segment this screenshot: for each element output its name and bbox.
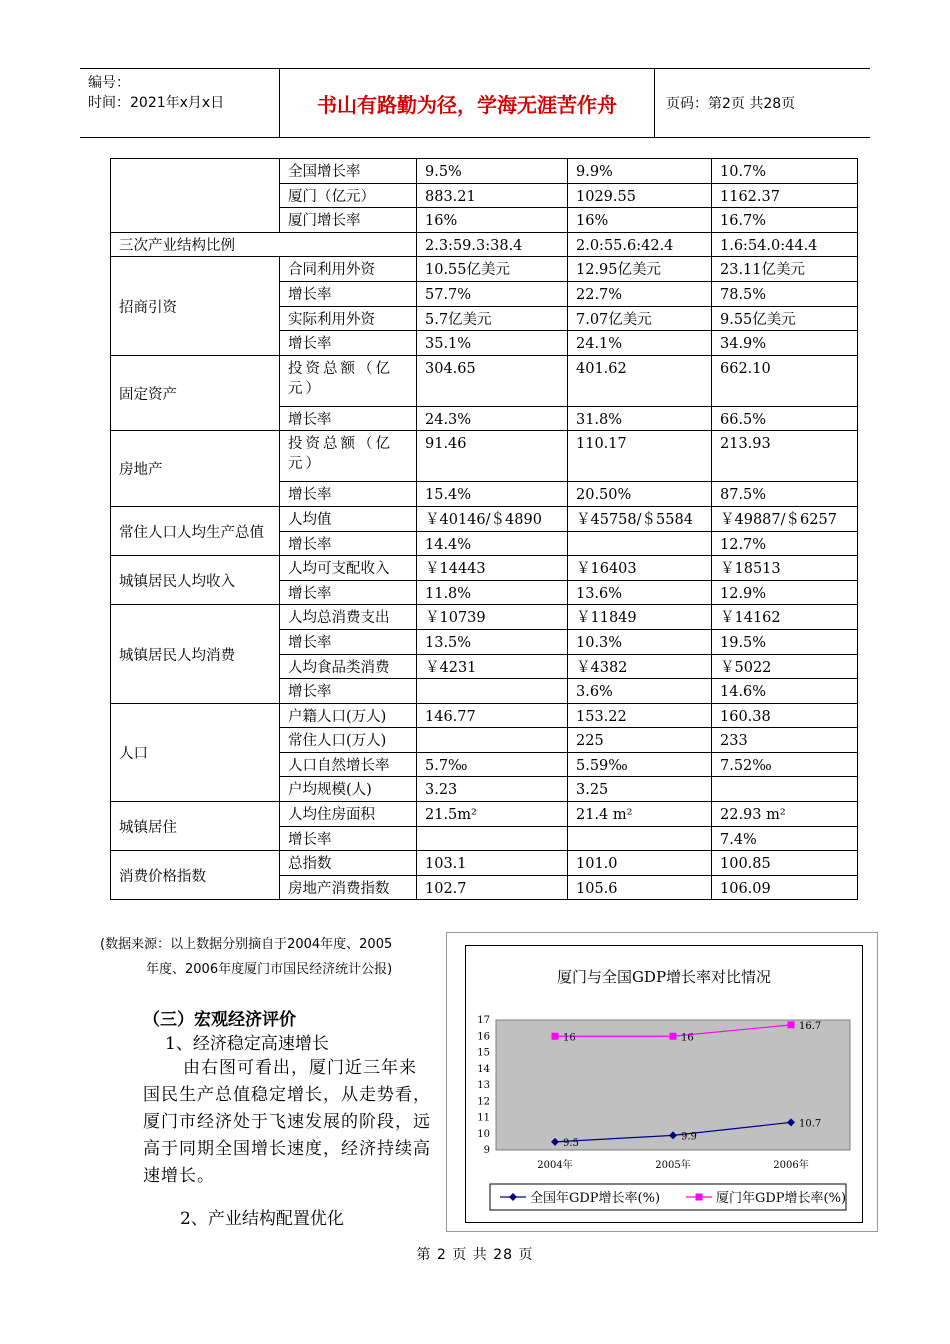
group-cell: 三次产业结构比例: [111, 232, 417, 257]
group-cell: 城镇居民人均消费: [111, 605, 280, 703]
legend-label: 厦门年GDP增长率(%): [716, 1191, 847, 1206]
number-label: 编号：: [88, 75, 130, 91]
indicator-cell: 房地产消费指数: [280, 875, 417, 900]
indicator-cell: 户均规模(人): [280, 777, 417, 802]
value-cell: 16.7%: [712, 208, 858, 233]
data-label: 16: [563, 1032, 576, 1044]
value-cell: [712, 777, 858, 802]
value-cell: [417, 728, 568, 753]
value-cell: 1029.55: [568, 183, 712, 208]
gdp-chart: [446, 932, 878, 1232]
value-cell: 10.7%: [712, 159, 858, 184]
value-cell: ￥10739: [417, 605, 568, 630]
value-cell: 233: [712, 728, 858, 753]
value-cell: 5.7亿美元: [417, 306, 568, 331]
group-cell: 房地产: [111, 431, 280, 507]
indicator-cell: 常住人口(万人): [280, 728, 417, 753]
data-label: 16.7: [799, 1020, 822, 1032]
group-cell: 常住人口人均生产总值: [111, 506, 280, 555]
table-row: [111, 431, 858, 482]
value-cell: [417, 826, 568, 851]
value-cell: 11.8%: [417, 580, 568, 605]
value-cell: 78.5%: [712, 281, 858, 306]
y-tick-label: 12: [477, 1096, 490, 1108]
value-cell: 13.6%: [568, 580, 712, 605]
value-cell: 106.09: [712, 875, 858, 900]
value-cell: 101.0: [568, 851, 712, 876]
indicator-cell: 人均可支配收入: [280, 556, 417, 581]
value-cell: 160.38: [712, 703, 858, 728]
value-cell: ￥16403: [568, 556, 712, 581]
y-tick-label: 16: [477, 1031, 490, 1043]
indicator-cell: 户籍人口(万人): [280, 703, 417, 728]
group-cell: 人口: [111, 703, 280, 801]
group-cell: 固定资产: [111, 355, 280, 431]
value-cell: ￥14443: [417, 556, 568, 581]
note-line2: 年度、2006年度厦门市国民经济统计公报): [146, 962, 393, 977]
statistics-table: [110, 158, 858, 900]
chart-title: 厦门与全国GDP增长率对比情况: [556, 968, 772, 986]
value-cell: 24.3%: [417, 406, 568, 431]
page-footer: 第 2 页 共 28 页: [416, 1247, 534, 1263]
indicator-cell: 全国增长率: [280, 159, 417, 184]
value-cell: ￥14162: [712, 605, 858, 630]
y-tick-label: 10: [477, 1128, 490, 1140]
value-cell: 1162.37: [712, 183, 858, 208]
indicator-cell: 增长率: [280, 331, 417, 356]
value-cell: 10.3%: [568, 629, 712, 654]
value-cell: 662.10: [712, 355, 858, 406]
header-meta: [80, 69, 280, 137]
header-motto: 书山有路勤为径，学海无涯苦作舟: [280, 69, 655, 137]
value-cell: 12.95亿美元: [568, 257, 712, 282]
chart-svg: [466, 946, 862, 1222]
indicator-cell: 增长率: [280, 580, 417, 605]
value-cell: 3.6%: [568, 679, 712, 704]
x-tick-label: 2006年: [773, 1160, 809, 1171]
indicator-cell: 人均值: [280, 506, 417, 531]
value-cell: ￥11849: [568, 605, 712, 630]
y-tick-label: 11: [477, 1112, 490, 1124]
value-cell: 110.17: [568, 431, 712, 482]
section-title: （三）宏观经济评价: [143, 1010, 296, 1030]
value-cell: 401.62: [568, 355, 712, 406]
data-label: 10.7: [799, 1118, 822, 1130]
indicator-cell: 人口自然增长率: [280, 752, 417, 777]
y-tick-label: 15: [477, 1047, 490, 1059]
value-cell: 12.9%: [712, 580, 858, 605]
value-cell: ￥4382: [568, 654, 712, 679]
value-cell: 7.4%: [712, 826, 858, 851]
value-cell: 15.4%: [417, 482, 568, 507]
value-cell: ￥45758/＄5584: [568, 506, 712, 531]
value-cell: 16%: [417, 208, 568, 233]
indicator-cell: 增长率: [280, 482, 417, 507]
value-cell: 225: [568, 728, 712, 753]
indicator-cell: 实际利用外资: [280, 306, 417, 331]
value-cell: 21.4 m²: [568, 802, 712, 827]
value-cell: [568, 826, 712, 851]
value-cell: [417, 679, 568, 704]
value-cell: 19.5%: [712, 629, 858, 654]
value-cell: 3.23: [417, 777, 568, 802]
legend-label: 全国年GDP增长率(%): [530, 1191, 661, 1206]
value-cell: 57.7%: [417, 281, 568, 306]
value-cell: 10.55亿美元: [417, 257, 568, 282]
value-cell: 1.6:54.0:44.4: [712, 232, 858, 257]
value-cell: 23.11亿美元: [712, 257, 858, 282]
value-cell: [568, 531, 712, 556]
y-tick-label: 14: [477, 1063, 490, 1075]
value-cell: 31.8%: [568, 406, 712, 431]
value-cell: 102.7: [417, 875, 568, 900]
value-cell: 2.0:55.6:42.4: [568, 232, 712, 257]
indicator-cell: 投资总额（亿元）: [280, 431, 417, 482]
indicator-cell: 增长率: [280, 531, 417, 556]
value-cell: 66.5%: [712, 406, 858, 431]
note-line1: (数据来源：以上数据分别摘自于2004年度、2005: [100, 937, 393, 952]
indicator-cell: 人均住房面积: [280, 802, 417, 827]
data-source-note: [100, 932, 440, 982]
group-cell: 消费价格指数: [111, 851, 280, 900]
value-cell: ￥49887/＄6257: [712, 506, 858, 531]
value-cell: 35.1%: [417, 331, 568, 356]
value-cell: 304.65: [417, 355, 568, 406]
value-cell: 14.4%: [417, 531, 568, 556]
time-label: 时间：2021年x月x日: [88, 95, 225, 111]
chart-frame: [465, 945, 863, 1223]
data-point: [788, 1021, 795, 1028]
value-cell: 12.7%: [712, 531, 858, 556]
value-cell: 213.93: [712, 431, 858, 482]
point-1: 1、经济稳定高速增长: [165, 1034, 329, 1054]
indicator-cell: 总指数: [280, 851, 417, 876]
data-label: 9.9: [681, 1131, 697, 1143]
value-cell: 2.3:59.3:38.4: [417, 232, 568, 257]
value-cell: 146.77: [417, 703, 568, 728]
indicator-cell: 人均总消费支出: [280, 605, 417, 630]
value-cell: 7.07亿美元: [568, 306, 712, 331]
indicator-cell: 人均食品类消费: [280, 654, 417, 679]
data-label: 16: [681, 1032, 694, 1044]
legend-marker: [696, 1194, 703, 1201]
table-row: [111, 605, 858, 630]
y-tick-label: 9: [483, 1145, 490, 1156]
indicator-cell: 投资总额（亿元）: [280, 355, 417, 406]
table-row: [111, 159, 858, 184]
value-cell: 13.5%: [417, 629, 568, 654]
table-row: [111, 556, 858, 581]
value-cell: 24.1%: [568, 331, 712, 356]
value-cell: 87.5%: [712, 482, 858, 507]
value-cell: 100.85: [712, 851, 858, 876]
value-cell: 9.9%: [568, 159, 712, 184]
table-row: [111, 851, 858, 876]
point-2: 2、产业结构配置优化: [180, 1209, 344, 1229]
table-row: [111, 355, 858, 406]
value-cell: 21.5m²: [417, 802, 568, 827]
table-row: [111, 802, 858, 827]
indicator-cell: 增长率: [280, 629, 417, 654]
value-cell: ￥40146/＄4890: [417, 506, 568, 531]
value-cell: 3.25: [568, 777, 712, 802]
value-cell: 5.7‰: [417, 752, 568, 777]
value-cell: 9.5%: [417, 159, 568, 184]
data-label: 9.5: [563, 1137, 579, 1149]
table-row: [111, 703, 858, 728]
indicator-cell: 厦门增长率: [280, 208, 417, 233]
page-header: [80, 68, 870, 138]
value-cell: ￥5022: [712, 654, 858, 679]
value-cell: 22.93 m²: [712, 802, 858, 827]
value-cell: 14.6%: [712, 679, 858, 704]
value-cell: ￥18513: [712, 556, 858, 581]
data-point: [552, 1033, 559, 1040]
indicator-cell: 增长率: [280, 406, 417, 431]
value-cell: 883.21: [417, 183, 568, 208]
group-cell: 城镇居住: [111, 802, 280, 851]
y-tick-label: 13: [477, 1080, 490, 1091]
header-page-label: 页码：第2页 共28页: [666, 96, 796, 112]
x-tick-label: 2005年: [655, 1160, 691, 1171]
value-cell: 153.22: [568, 703, 712, 728]
value-cell: 91.46: [417, 431, 568, 482]
group-cell: 招商引资: [111, 257, 280, 355]
indicator-cell: 合同利用外资: [280, 257, 417, 282]
body-paragraph: 由右图可看出，厦门近三年来国民生产总值稳定增长，从走势看，厦门市经济处于飞速发展的阶段，远高于同期全国增长速度，经济持续高速增长。: [143, 1058, 431, 1186]
value-cell: ￥4231: [417, 654, 568, 679]
indicator-cell: 厦门（亿元）: [280, 183, 417, 208]
x-tick-label: 2004年: [537, 1160, 573, 1171]
table-row: [111, 506, 858, 531]
group-cell: 城镇居民人均收入: [111, 556, 280, 605]
y-tick-label: 17: [477, 1015, 490, 1026]
value-cell: 22.7%: [568, 281, 712, 306]
value-cell: 103.1: [417, 851, 568, 876]
value-cell: 105.6: [568, 875, 712, 900]
indicator-cell: 增长率: [280, 281, 417, 306]
indicator-cell: 增长率: [280, 826, 417, 851]
table-row: [111, 257, 858, 282]
group-cell: [111, 159, 280, 233]
indicator-cell: 增长率: [280, 679, 417, 704]
data-point: [670, 1033, 677, 1040]
value-cell: 7.52‰: [712, 752, 858, 777]
table-row: [111, 232, 858, 257]
value-cell: 16%: [568, 208, 712, 233]
value-cell: 34.9%: [712, 331, 858, 356]
value-cell: 20.50%: [568, 482, 712, 507]
value-cell: 5.59‰: [568, 752, 712, 777]
value-cell: 9.55亿美元: [712, 306, 858, 331]
